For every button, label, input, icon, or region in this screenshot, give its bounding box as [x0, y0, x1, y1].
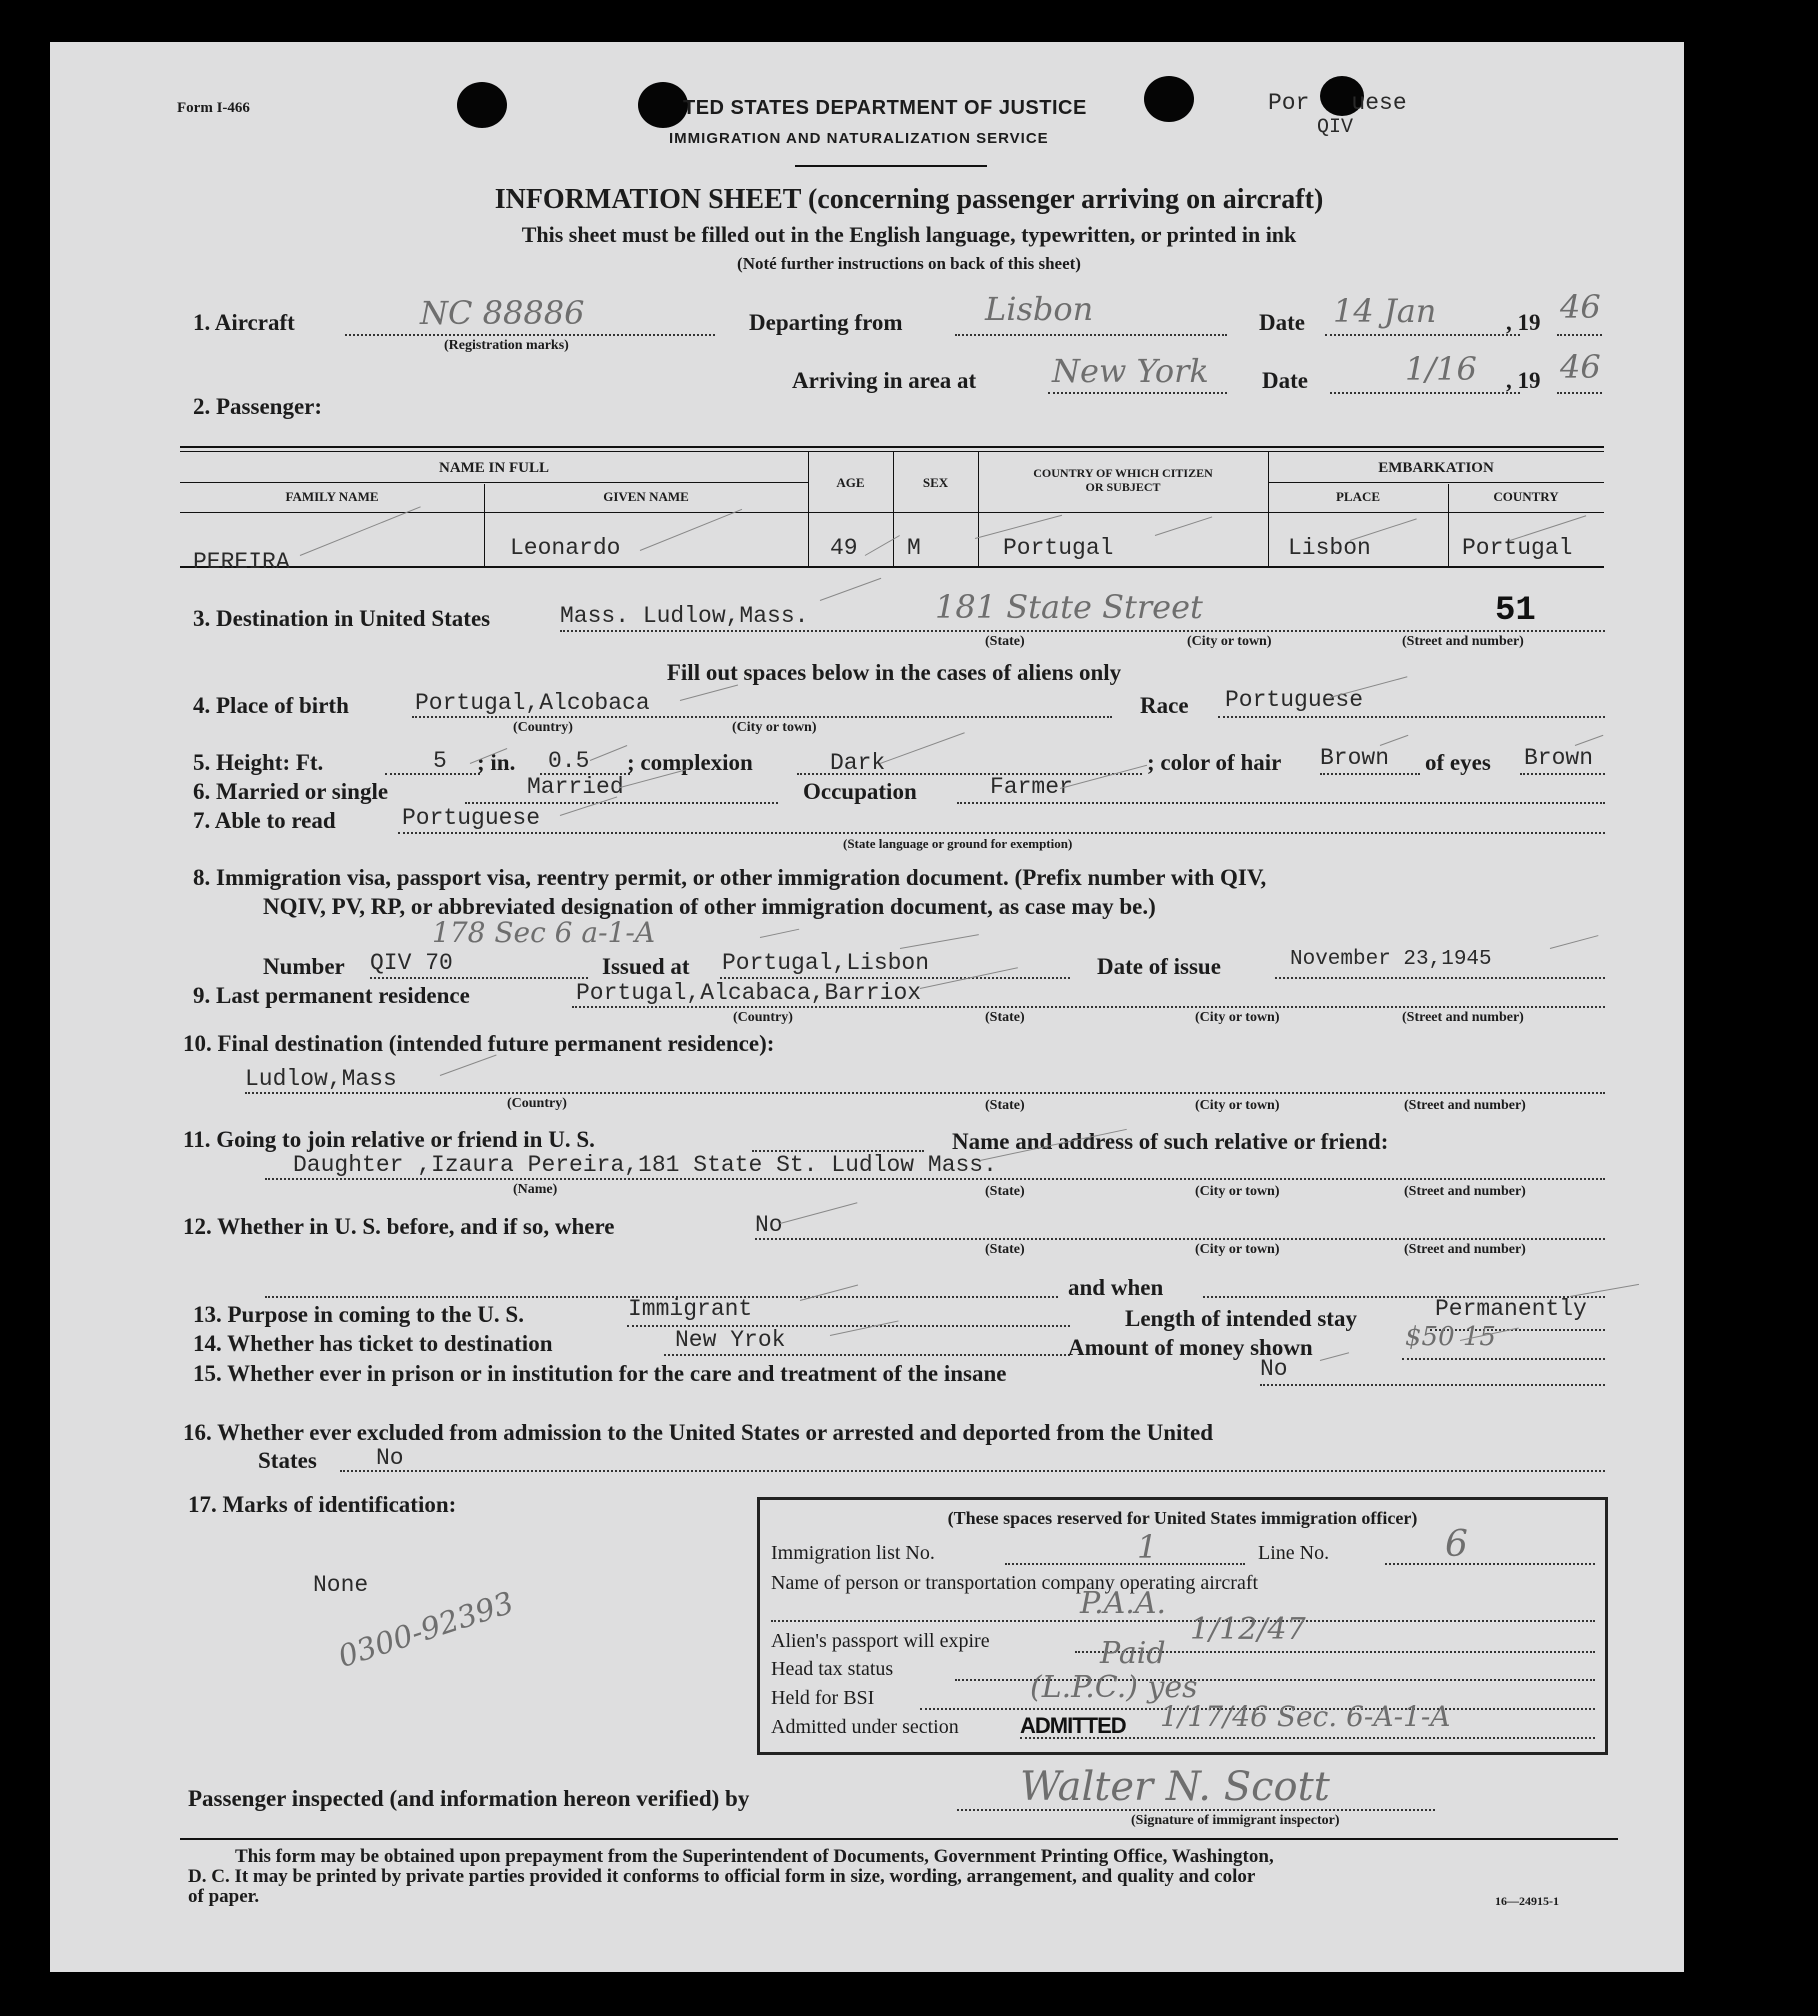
departure-date-value[interactable]: 14 Jan: [1333, 292, 1437, 330]
excluded-line2: States: [258, 1448, 317, 1473]
excluded-value[interactable]: No: [376, 1445, 404, 1471]
height-label: 5. Height: Ft.: [193, 750, 324, 775]
signature-caption: (Signature of immigrant inspector): [1131, 1813, 1340, 1828]
height-in-value[interactable]: 0.5: [548, 748, 590, 774]
punch-hole-center: [638, 82, 688, 128]
ticket-label: 14. Whether has ticket to destination: [193, 1331, 553, 1356]
table-header-rule: [180, 512, 1604, 513]
relative-caption-city: (City or town): [1195, 1184, 1280, 1199]
birthplace-caption-country: (Country): [513, 720, 573, 735]
officer-box-title: (These spaces reserved for United States immigration officer): [947, 1508, 1418, 1528]
arrival-date-label: Date: [1262, 368, 1308, 393]
eyes-label: of eyes: [1425, 750, 1491, 775]
officer-headtax-label: Head tax status: [771, 1658, 894, 1680]
race-line: [1218, 716, 1605, 718]
relative-caption-name: (Name): [513, 1182, 558, 1197]
destination-caption-city: (City or town): [1187, 634, 1272, 649]
cell-place[interactable]: Lisbon: [1288, 535, 1371, 561]
occupation-value[interactable]: Farmer: [990, 774, 1073, 800]
admitted-stamp: ADMITTED: [1020, 1713, 1126, 1738]
arriving-line: [1048, 392, 1227, 394]
and-when-label: and when: [1068, 1275, 1164, 1300]
country-citizen-header: [978, 466, 1268, 494]
punch-hole-right: [1144, 76, 1194, 122]
money-value[interactable]: $50 15: [1405, 1322, 1496, 1352]
visa-number-label: Number: [263, 954, 345, 979]
table-bottom-rule: [180, 566, 1604, 568]
destination-street-handwritten[interactable]: 181 State Street: [935, 588, 1203, 626]
footer-code: 16—24915-1: [1495, 1894, 1559, 1908]
previous-caption-city: (City or town): [1195, 1242, 1280, 1257]
departing-value[interactable]: Lisbon: [985, 290, 1094, 328]
aircraft-label: 1. Aircraft: [193, 310, 295, 335]
destination-value[interactable]: Mass. Ludlow,Mass.: [560, 603, 809, 629]
punch-hole-left: [457, 82, 507, 128]
arrival-year-value[interactable]: 46: [1560, 348, 1601, 386]
cell-age[interactable]: 49: [830, 535, 858, 561]
passenger-label: 2. Passenger:: [193, 394, 323, 419]
visa-number-value[interactable]: QIV 70: [370, 950, 453, 976]
officer-passport-value[interactable]: 1/12/47: [1190, 1612, 1306, 1647]
officer-company-value[interactable]: P.A.A.: [1080, 1586, 1167, 1621]
previous-us-label: 12. Whether in U. S. before, and if so, where: [183, 1214, 615, 1239]
table-col-2: [808, 452, 809, 566]
officer-list-value[interactable]: 1: [1137, 1528, 1158, 1566]
officer-bsi-label: Held for BSI: [771, 1687, 875, 1709]
marital-line: [465, 802, 778, 804]
country-citizen-header-line2: OR SUBJECT: [1085, 480, 1161, 494]
cell-citizen[interactable]: Portugal: [1003, 535, 1114, 561]
table-top-rule-2: [180, 451, 1604, 452]
departing-line: [955, 334, 1227, 336]
form-number: Form I-466: [177, 100, 250, 116]
birthplace-line: [412, 716, 1112, 718]
height-ft-value[interactable]: 5: [433, 748, 447, 774]
final-caption-street: (Street and number): [1404, 1098, 1526, 1113]
read-label: 7. Able to read: [193, 808, 336, 833]
destination-caption-street: (Street and number): [1402, 634, 1524, 649]
final-destination-label: 10. Final destination (intended future permanent residence):: [183, 1031, 775, 1056]
arriving-value[interactable]: New York: [1052, 352, 1209, 390]
officer-line-value[interactable]: 6: [1445, 1524, 1468, 1565]
language-note: Por uese: [1268, 90, 1407, 116]
cell-country[interactable]: Portugal: [1462, 535, 1573, 561]
given-name-header: GIVEN NAME: [603, 489, 689, 504]
country-citizen-header-line1: COUNTRY OF WHICH CITIZEN: [1033, 466, 1213, 480]
prison-line: [1260, 1384, 1605, 1386]
race-label: Race: [1140, 693, 1189, 718]
inspector-signature[interactable]: Walter N. Scott: [1020, 1764, 1330, 1810]
birthplace-label: 4. Place of birth: [193, 693, 349, 718]
identification-label: 17. Marks of identification:: [188, 1492, 457, 1517]
date-of-issue-value[interactable]: November 23,1945: [1290, 948, 1492, 971]
officer-passport-label: Alien's passport will expire: [771, 1630, 990, 1652]
ticket-line: [664, 1354, 1070, 1356]
cell-sex[interactable]: M: [907, 535, 921, 561]
hair-line: [1320, 773, 1420, 775]
officer-list-line: [1005, 1563, 1245, 1565]
race-value[interactable]: Portuguese: [1225, 687, 1364, 713]
form-subtitle: This sheet must be filled out in the English language, typewritten, or printed in ink: [521, 222, 1297, 247]
aircraft-value[interactable]: NC 88886: [420, 294, 585, 332]
visa-handwritten-note[interactable]: 178 Sec 6 a-1-A: [432, 916, 656, 949]
table-sub-rule-emb: [1268, 482, 1604, 483]
birthplace-caption-city: (City or town): [732, 720, 817, 735]
destination-caption-state: (State): [985, 634, 1025, 649]
departure-year-value[interactable]: 46: [1560, 288, 1601, 326]
marital-label: 6. Married or single: [193, 779, 389, 804]
height-in-label: ; in.: [477, 750, 516, 775]
arrival-year-prefix: , 19: [1506, 368, 1541, 393]
footer-line1: This form may be obtained upon prepayment from the Superintendent of Documents, Government Printing Office, Washington,: [235, 1846, 1274, 1867]
purpose-value[interactable]: Immigrant: [628, 1296, 753, 1322]
previous-caption-state: (State): [985, 1242, 1025, 1257]
officer-company-label: Name of person or transportation company operating aircraft: [771, 1572, 1259, 1594]
prison-value[interactable]: No: [1260, 1356, 1288, 1382]
excluded-line: [340, 1470, 1605, 1472]
residence-caption-street: (Street and number): [1402, 1010, 1524, 1025]
residence-caption-state: (State): [985, 1010, 1025, 1025]
stay-value[interactable]: Permanently: [1435, 1296, 1587, 1322]
previous-caption-street: (Street and number): [1404, 1242, 1526, 1257]
previous-us-value[interactable]: No: [755, 1212, 783, 1238]
final-destination-value[interactable]: Ludlow,Mass: [245, 1066, 397, 1092]
visa-type-note: QIV: [1317, 116, 1354, 139]
destination-label: 3. Destination in United States: [193, 606, 491, 631]
eyes-value[interactable]: Brown: [1524, 745, 1594, 771]
aircraft-line: [345, 334, 715, 336]
officer-headtax-value[interactable]: Paid: [1100, 1636, 1166, 1671]
residence-caption-country: (Country): [733, 1010, 793, 1025]
name-in-full-header: NAME IN FULL: [438, 460, 549, 476]
table-sub-rule-name: [180, 482, 808, 483]
table-top-rule: [180, 446, 1604, 448]
officer-bsi-value[interactable]: (L.P.C.) yes: [1030, 1670, 1198, 1705]
identification-value[interactable]: None: [313, 1572, 369, 1598]
excluded-line1: 16. Whether ever excluded from admission to the United States or arrested and deported from the United: [183, 1420, 1214, 1445]
departure-date-line: [1325, 334, 1520, 336]
purpose-label: 13. Purpose in coming to the U. S.: [193, 1302, 524, 1327]
table-col-3: [893, 452, 894, 566]
arriving-label: Arriving in area at: [792, 368, 977, 393]
relative-caption-street: (Street and number): [1404, 1184, 1526, 1199]
hair-value[interactable]: Brown: [1320, 745, 1390, 771]
final-caption-country: (Country): [507, 1096, 567, 1111]
stay-label: Length of intended stay: [1125, 1306, 1357, 1331]
final-caption-city: (City or town): [1195, 1098, 1280, 1113]
residence-caption-city: (City or town): [1195, 1010, 1280, 1025]
service-title: IMMIGRATION AND NATURALIZATION SERVICE: [669, 130, 1049, 147]
embarkation-country-header: COUNTRY: [1493, 489, 1559, 504]
cell-given-name[interactable]: Leonardo: [510, 535, 621, 561]
arrival-date-line: [1330, 392, 1520, 394]
file-number-handwritten: 0300-92393: [334, 1585, 519, 1675]
registration-caption: (Registration marks): [444, 338, 569, 353]
visa-number-line: [370, 977, 588, 979]
residence-line: [572, 1006, 1605, 1008]
embarkation-header: EMBARKATION: [1378, 460, 1494, 476]
visa-instructions-line1: 8. Immigration visa, passport visa, reentry permit, or other immigration document. (Prefix number with QIV,: [193, 865, 1267, 890]
residence-value[interactable]: Portugal,Alcabaca,Barriox: [576, 980, 922, 1006]
arrival-year-line: [1557, 392, 1602, 394]
visa-instructions-line2: NQIV, PV, RP, or abbreviated designation of other immigration document, as case may be.): [263, 894, 1156, 919]
departure-year-line: [1557, 334, 1602, 336]
sex-header: SEX: [922, 475, 949, 490]
header-rule: [795, 165, 987, 167]
read-value[interactable]: Portuguese: [402, 805, 541, 831]
footer-line3: of paper.: [188, 1886, 260, 1907]
arrival-date-value[interactable]: 1/16: [1405, 350, 1477, 388]
residence-label: 9. Last permanent residence: [193, 983, 470, 1008]
departure-year-prefix: , 19: [1506, 310, 1541, 335]
hair-label: ; color of hair: [1147, 750, 1282, 775]
officer-line-label: Line No.: [1258, 1542, 1330, 1564]
final-destination-line: [245, 1092, 1605, 1094]
inspected-label: Passenger inspected (and information hereon verified) by: [188, 1786, 750, 1811]
date-of-issue-line: [1275, 977, 1605, 979]
cell-family-name[interactable]: PEREIRA: [193, 549, 290, 575]
relative-value[interactable]: Daughter ,Izaura Pereira,181 State St. Ludlow Mass.: [293, 1152, 997, 1178]
officer-list-label: Immigration list No.: [771, 1542, 935, 1564]
issued-at-label: Issued at: [602, 954, 690, 979]
destination-number[interactable]: 51: [1495, 592, 1536, 630]
occupation-label: Occupation: [803, 779, 917, 804]
complexion-label: ; complexion: [627, 750, 753, 775]
departure-date-label: Date: [1259, 310, 1305, 335]
read-line: [398, 832, 1605, 834]
aliens-only-heading: Fill out spaces below in the cases of aliens only: [666, 660, 1122, 685]
age-header: AGE: [836, 475, 865, 490]
department-title: TED STATES DEPARTMENT OF JUSTICE: [683, 97, 1087, 119]
money-line: [1402, 1358, 1605, 1360]
family-name-header: FAMILY NAME: [285, 489, 379, 504]
occupation-line: [957, 802, 1605, 804]
relative-name-label: Name and address of such relative or friend:: [952, 1129, 1389, 1154]
issued-at-line: [720, 977, 1070, 979]
marital-value[interactable]: Married: [527, 774, 624, 800]
officer-admitted-label: Admitted under section: [771, 1716, 959, 1738]
join-relative-label: 11. Going to join relative or friend in U. S.: [183, 1127, 595, 1152]
ticket-value[interactable]: New Yrok: [675, 1327, 786, 1353]
footer-line2: D. C. It may be printed by private parties provided it conforms to official form in size, wording, arrangement, and quality and color: [188, 1866, 1256, 1887]
officer-company-line: [771, 1620, 1595, 1622]
relative-caption-state: (State): [985, 1184, 1025, 1199]
complexion-value[interactable]: Dark: [830, 750, 886, 776]
date-of-issue-label: Date of issue: [1097, 954, 1221, 979]
read-caption: (State language or ground for exemption): [843, 836, 1073, 851]
officer-line-line: [1385, 1563, 1595, 1565]
destination-line: [560, 630, 1605, 632]
issued-at-value[interactable]: Portugal,Lisbon: [722, 950, 930, 976]
form-title: INFORMATION SHEET (concerning passenger arriving on aircraft): [494, 184, 1324, 215]
departing-label: Departing from: [749, 310, 903, 335]
birthplace-value[interactable]: Portugal,Alcobaca: [415, 690, 650, 716]
final-caption-state: (State): [985, 1098, 1025, 1113]
footer-rule: [180, 1838, 1618, 1840]
previous-us-line: [755, 1238, 1605, 1240]
form-note: (Noté further instructions on back of this sheet): [737, 254, 1081, 273]
relative-line: [265, 1178, 1605, 1180]
money-label: Amount of money shown: [1068, 1335, 1313, 1360]
officer-admitted-value[interactable]: 1/17/46 Sec. 6-A-1-A: [1160, 1700, 1451, 1733]
eyes-line: [1520, 773, 1605, 775]
embarkation-place-header: PLACE: [1335, 489, 1381, 504]
prison-label: 15. Whether ever in prison or in institution for the care and treatment of the insane: [193, 1361, 1007, 1386]
